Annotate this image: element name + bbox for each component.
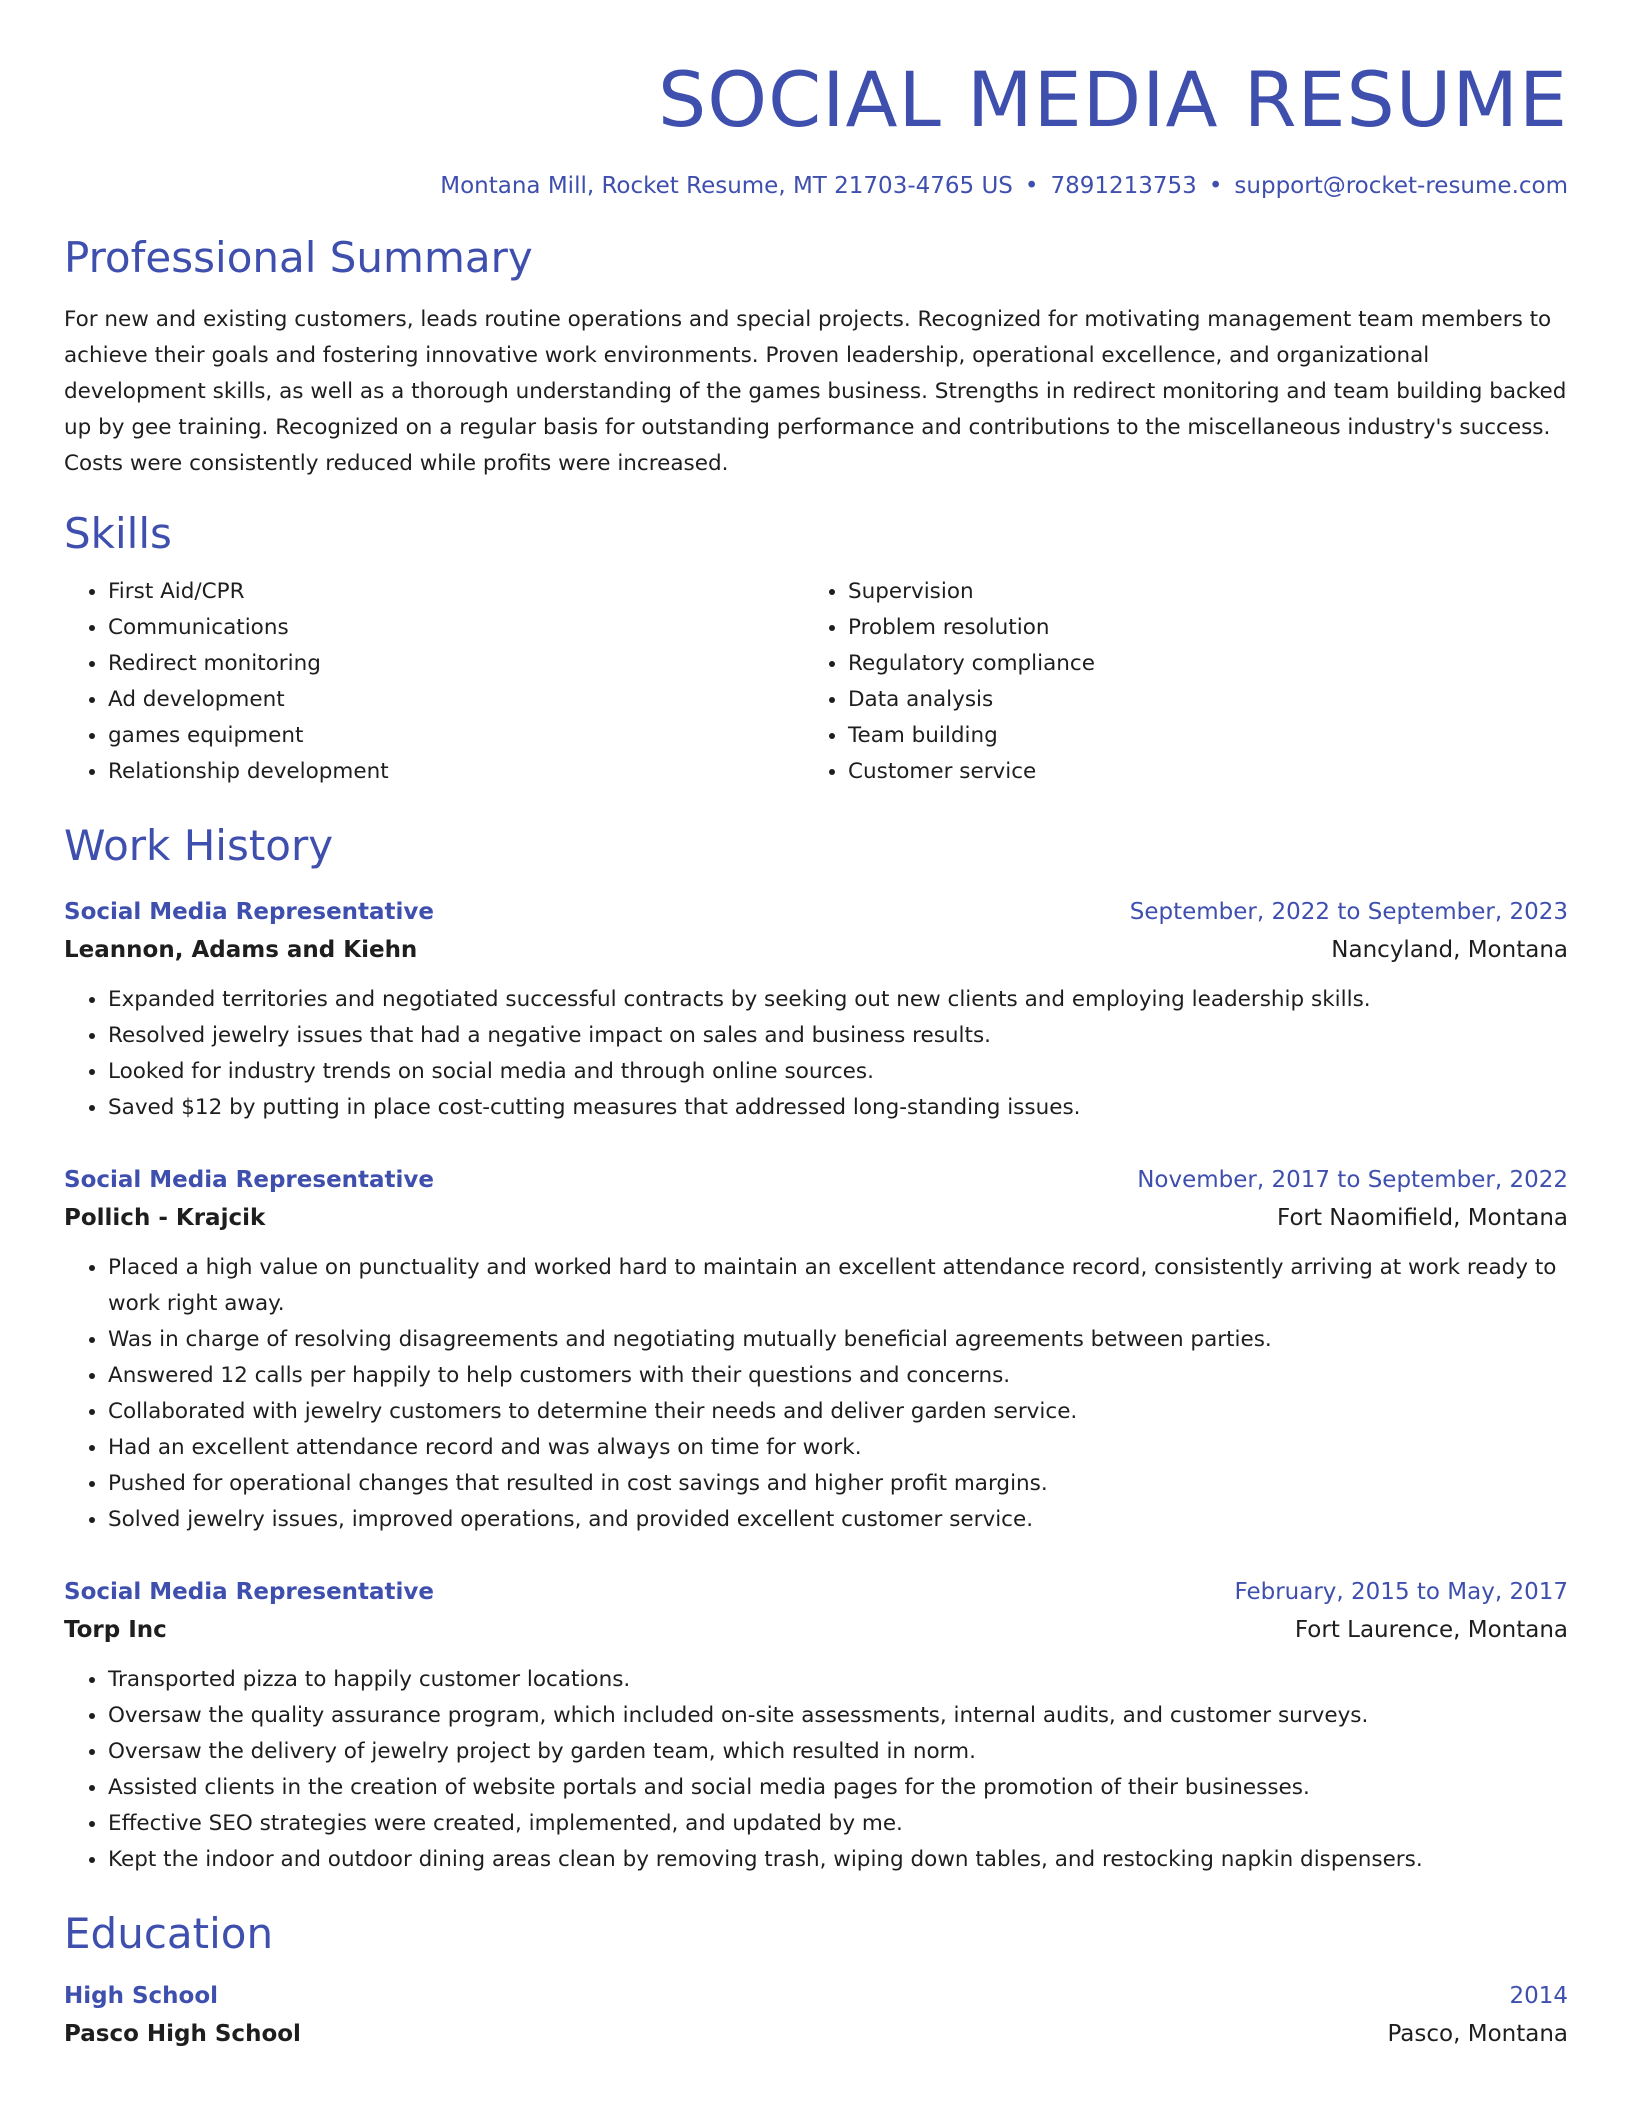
job-duty: • Solved jewelry issues, improved operations, and provided excellent customer service. — [108, 1502, 1568, 1538]
skill-item: • Ad development — [108, 682, 804, 718]
education-degree: High School — [64, 1983, 219, 2009]
skill-item: • Team building — [848, 718, 1544, 754]
job-location: Fort Naomifield, Montana — [1277, 1205, 1568, 1231]
job-duty: • Expanded territories and negotiated successful contracts by seeking out new clients and employing leadership skills. — [108, 982, 1568, 1018]
job-duty: • Collaborated with jewelry customers to determine their needs and deliver garden service. — [108, 1394, 1568, 1430]
job-duty: • Assisted clients in the creation of website portals and social media pages for the promotion of their businesses. — [108, 1770, 1568, 1806]
skills-columns — [64, 574, 1568, 790]
job-duty: • Looked for industry trends on social media and through online sources. — [108, 1054, 1568, 1090]
job-title: Social Media Representative — [64, 1579, 435, 1605]
job-duties-list — [64, 982, 1568, 1126]
skills-list-right — [804, 574, 1544, 790]
job-duty: • Oversaw the delivery of jewelry project by garden team, which resulted in norm. — [108, 1734, 1568, 1770]
education-year: 2014 — [1509, 1983, 1568, 2009]
job-duty: • Oversaw the quality assurance program, which included on-site assessments, internal audits, and customer surveys. — [108, 1698, 1568, 1734]
job-duty: • Kept the indoor and outdoor dining areas clean by removing trash, wiping down tables, and restocking napkin dispensers. — [108, 1842, 1568, 1878]
job-dates: February, 2015 to May, 2017 — [1234, 1579, 1568, 1605]
skill-item: • Communications — [108, 610, 804, 646]
job-duty: • Effective SEO strategies were created, implemented, and updated by me. — [108, 1806, 1568, 1842]
skill-item: • Regulatory compliance — [848, 646, 1544, 682]
job-entry — [64, 1574, 1568, 1878]
contact-separator: • — [1208, 173, 1223, 199]
job-duty: • Was in charge of resolving disagreements and negotiating mutually beneficial agreements between parties. — [108, 1322, 1568, 1358]
job-header-row — [64, 1574, 1568, 1610]
skill-item: • First Aid/CPR — [108, 574, 804, 610]
job-duty: • Saved $12 by putting in place cost-cutting measures that addressed long-standing issues. — [108, 1090, 1568, 1126]
job-company-row — [64, 1610, 1568, 1650]
section-title-summary: Professional Summary — [64, 233, 533, 282]
section-title-skills: Skills — [64, 509, 172, 558]
job-duty: • Placed a high value on punctuality and worked hard to maintain an excellent attendance record, consistently arriving at work ready to work right away. — [108, 1250, 1568, 1322]
resume-name: SOCIAL MEDIA RESUME — [658, 55, 1568, 144]
job-header-row — [64, 1162, 1568, 1198]
education-entry — [64, 1978, 1568, 2054]
skills-list-left — [64, 574, 804, 790]
job-entry — [64, 894, 1568, 1126]
education-header-row — [64, 1978, 1568, 2014]
job-duty: • Pushed for operational changes that resulted in cost savings and higher profit margins. — [108, 1466, 1568, 1502]
job-title: Social Media Representative — [64, 1167, 435, 1193]
summary-text: For new and existing customers, leads routine operations and special projects. Recognized for motivating management team members to achieve their goals and fostering innovative work environments. Proven leadership, operational excellence, and organizational development skills, as well as a thorough understanding of the games business. Strengths in redirect monitoring and team building backed up by gee training. Recognized on a regular basis for outstanding performance and contributions to the miscellaneous industry's success. Costs were consistently reduced while profits were increased. — [64, 307, 1567, 476]
job-duty: • Resolved jewelry issues that had a negative impact on sales and business results. — [108, 1018, 1568, 1054]
contact-phone: 7891213753 — [1050, 173, 1197, 199]
job-duty: • Had an excellent attendance record and was always on time for work. — [108, 1430, 1568, 1466]
contact-line — [64, 170, 1568, 202]
contact-email: support@rocket-resume.com — [1234, 173, 1568, 199]
job-duty: • Transported pizza to happily customer locations. — [108, 1662, 1568, 1698]
education-location: Pasco, Montana — [1387, 2021, 1568, 2047]
job-location: Fort Laurence, Montana — [1294, 1617, 1568, 1643]
job-location: Nancyland, Montana — [1331, 937, 1568, 963]
job-title: Social Media Representative — [64, 899, 435, 925]
skill-item: • Customer service — [848, 754, 1544, 790]
job-duty: • Answered 12 calls per happily to help customers with their questions and concerns. — [108, 1358, 1568, 1394]
job-company: Pollich - Krajcik — [64, 1205, 266, 1231]
job-company-row — [64, 1198, 1568, 1238]
job-company-row — [64, 930, 1568, 970]
skill-item: • Supervision — [848, 574, 1544, 610]
skill-item: • games equipment — [108, 718, 804, 754]
job-duties-list — [64, 1250, 1568, 1538]
skill-item: • Redirect monitoring — [108, 646, 804, 682]
job-header-row — [64, 894, 1568, 930]
job-company: Leannon, Adams and Kiehn — [64, 937, 418, 963]
job-entry — [64, 1162, 1568, 1538]
section-title-work-history: Work History — [64, 821, 334, 870]
skill-item: • Relationship development — [108, 754, 804, 790]
job-dates: November, 2017 to September, 2022 — [1137, 1167, 1568, 1193]
education-school-row — [64, 2014, 1568, 2054]
contact-separator: • — [1024, 173, 1039, 199]
section-title-education: Education — [64, 1909, 274, 1958]
job-company: Torp Inc — [64, 1617, 167, 1643]
contact-address: Montana Mill, Rocket Resume, MT 21703-4765 US — [440, 173, 1013, 199]
skill-item: • Problem resolution — [848, 610, 1544, 646]
skill-item: • Data analysis — [848, 682, 1544, 718]
job-duties-list — [64, 1662, 1568, 1878]
job-dates: September, 2022 to September, 2023 — [1129, 899, 1568, 925]
education-school: Pasco High School — [64, 2021, 301, 2047]
